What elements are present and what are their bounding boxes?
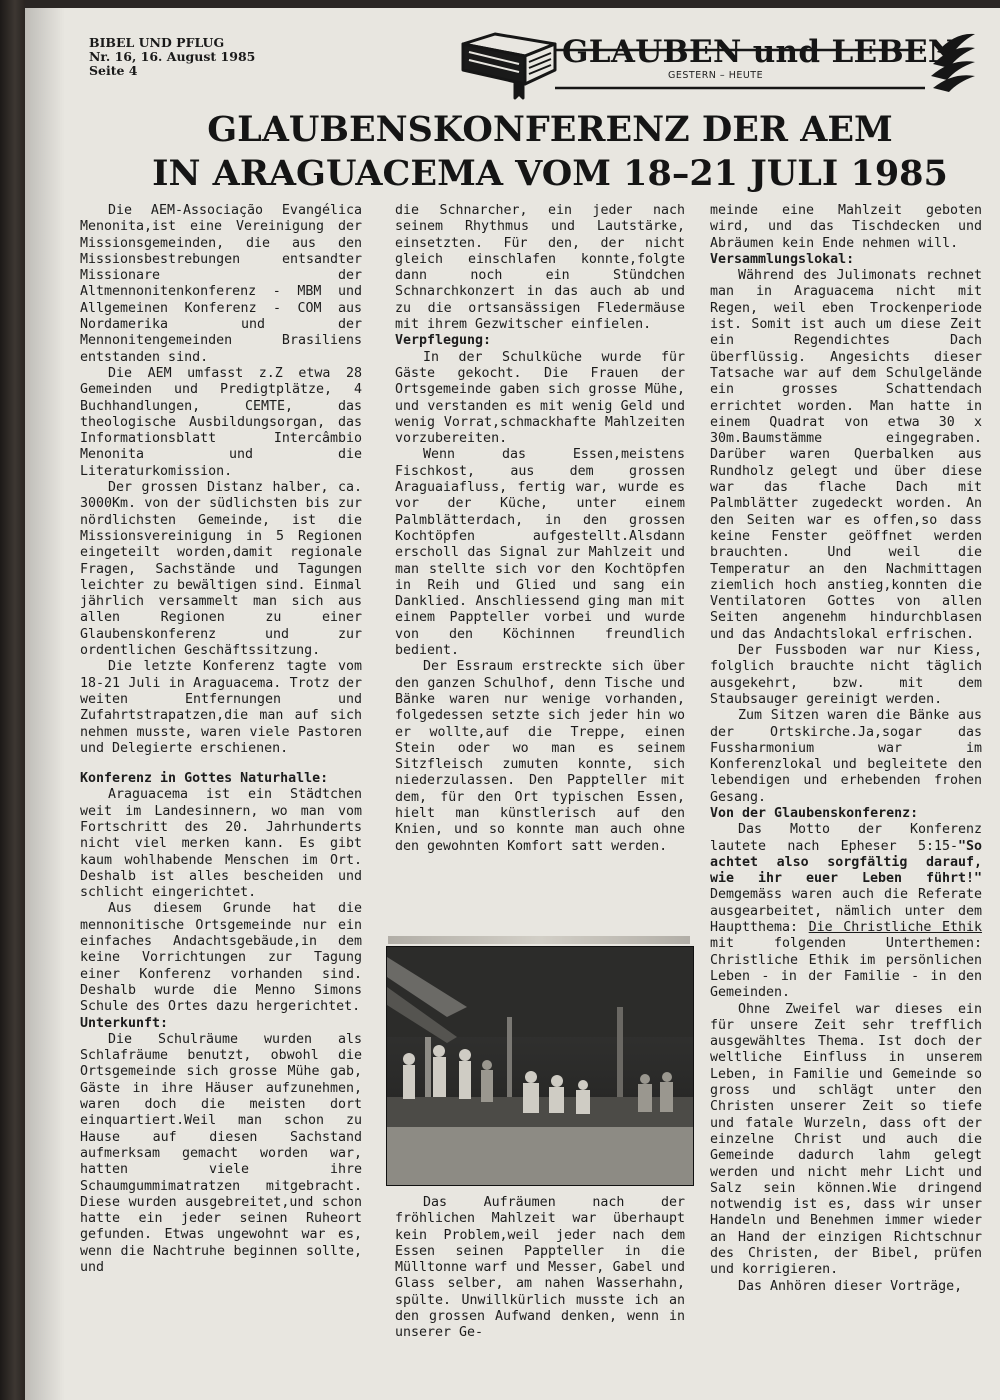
column-1	[80, 203, 362, 1276]
main-theme: Die Christliche Ethik	[808, 920, 982, 936]
paragraph: Wenn das Essen,meistens Fischkost, aus dem grossen Araguaiafluss, fertig war, wurde es vor der Küche, unter einem Palmblätterdach, in den grossen Kochtöpfen aufgestellt.Alsdann erscholl das Signal zur Mahlzeit und man stellte sich vor den Kochtöpfen in Reih und Glied und sang ein Danklied. Anschliessend ging man mit einem Pappteller vorbei und wurde von den Köchinnen freundlich bedient.	[395, 447, 685, 659]
motto-intro: Das Motto der Konferenz lautete nach Epheser 5:15-	[710, 822, 982, 854]
subheading: Verpflegung:	[395, 333, 492, 349]
motto-quote: "So achtet also sorgfältig darauf, wie ihr euer Leben führt!"	[710, 838, 982, 887]
subheading: Von der Glaubenskonferenz:	[710, 805, 919, 821]
paragraph: Die letzte Konferenz tagte vom 18-21 Juli in Araguacema. Trotz der weiten Entfernungen und Zufahrtstrapatzen,die man auf sich nehmen musste, waren viele Pastoren und Delegierte erschienen.	[80, 659, 362, 756]
section-subtitle: GESTERN – HEUTE	[668, 70, 764, 81]
column-2	[395, 203, 685, 855]
headline-line-1: GLAUBENSKONFERENZ DER AEM	[207, 109, 893, 150]
paragraph: Aus diesem Grunde hat die mennonitische Ortsgemeinde nur ein einfaches Andachtsgebäude,in dem keine Vorrichtungen zur Tagung einer Konferenz vorhanden sind. Deshalb wurde die Menno Simons Schule des Ortes dazu hergerichtet.	[80, 901, 362, 1015]
paragraph: Zum Sitzen waren die Bänke aus der Ortskirche.Ja,sogar das Fussharmonium war im Konferenzlokal und begleitete den lebendigen und erhebenden frohen Gesang.	[710, 708, 982, 805]
paragraph: Der grossen Distanz halber, ca. 3000Km. von der südlichsten bis zur nördlichsten Gemeinde, ist die Missionsvereinigung in 5 Regionen eingeteilt worden,damit regionale Fragen, Sachstände und Tagungen leichter zu bewältigen sind. Einmal jährlich versammelt man sich aus allen Regionen zu einer Glaubenskonferenz und zur ordentlichen Geschäftssitzung.	[80, 480, 362, 659]
photo-edge	[388, 936, 690, 944]
paragraph: In der Schulküche wurde für Gäste gekocht. Die Frauen der Ortsgemeinde gaben sich grosse Mühe, und verstanden es mit wenig Geld und wenig Vorrat,schmackhafte Mahlzeiten vorzubereiten.	[395, 349, 685, 447]
paragraph: Araguacema ist ein Städtchen weit im Landesinnern, wo man vom Fortschritt des 20. Jahrhunderts nicht viel merken kann. Es gibt kaum wohlhabende Menschen im Ort. Deshalb ist alles bescheiden und schlicht eingerichtet.	[80, 787, 362, 901]
paragraph: die Schnarcher, ein jeder nach seinem Rhythmus und Lautstärke, einsetzten. Für den, der nicht gleich einschlafen konnte,folgte dann noch ein Stündchen Schnarchkonzert in das auch ab und zu die ortsansässigen Fledermäuse mit ihrem Gezwitscher einfielen.	[395, 203, 685, 333]
paragraph: meinde eine Mahlzeit geboten wird, und das Tischdecken und Abräumen kein Ende nehmen will.	[710, 203, 982, 251]
column-2-continued	[395, 1195, 685, 1342]
paragraph: Die AEM umfasst z.Z etwa 28 Gemeinden und Predigtplätze, 4 Buchhandlungen, CEMTE, das theologische Ausbildungsorgan, das Informationsblatt Intercâmbio Menonita und die Literaturkomission.	[80, 365, 362, 479]
headline-line-2: IN ARAGUACEMA VOM 18–21 JULI 1985	[152, 153, 948, 194]
motto-text: Demgemäss waren auch die Referate ausgearbeitet, nämlich unter dem Hauptthema:	[710, 887, 982, 936]
issue-date: Nr. 16, 16. August 1985	[89, 49, 256, 64]
publication-info	[89, 36, 255, 78]
paragraph: Ohne Zweifel war dieses ein für unsere Zeit sehr trefflich ausgewähltes Thema. Ist doch der weltliche Einfluss in unserem Leben, in Familie und Gemeinde so gross und schlägt unter den Christen unserer Zeit so tiefe und fatale Wurzeln, dass oft der einzelne Christ und auch die Gemeinde dadurch lahm gelegt werden und nicht mehr Licht und Salz sein können.Wie dringend notwendig ist es, dass wir unser Handeln und Benehmen immer wieder an Hand der einzigen Richtschnur des Christen, der Bibel, prüfen und korrigieren.	[710, 1001, 982, 1278]
paragraph: Die Schulräume wurden als Schlafräume benutzt, obwohl die Ortsgemeinde sich grosse Mühe gab, Gäste in ihre Häuser aufzunehmen, waren doch die meisten dort einquartiert.Weil man schon zu Hause auf diesen Sachstand aufmerksam gemacht worden war, hatten viele ihre Schaumgummimatratzen mitgebracht. Diese wurden ausgebreitet,und schon hatte ein jeder seinen Ruheort gefunden. Etwas ungewohnt war es, wenn die Nachtruhe beginnen sollte, und	[80, 1031, 362, 1275]
paragraph: Der Essraum erstreckte sich über den ganzen Schulhof, denn Tische und Bänke waren nur wenige vorhanden, folgedessen setzte sich jeder hin wo er wollte,auf die Treppe, einen Stein oder wo man es seinem Sitzfleisch zumuten konnte, sich niederzulassen. Den Pappteller mit dem, für den Ort typischen Essen, hielt man künstlerisch auf den Knien, und so konnte man auch ohne den gewohnten Komfort satt werden.	[395, 659, 685, 854]
paragraph: Der Fussboden war nur Kiess, folglich brauchte nicht täglich ausgekehrt, bzw. mit dem Staubsauger gereinigt werden.	[710, 643, 982, 707]
column-3	[710, 203, 982, 1295]
page-number: Seite 4	[89, 63, 138, 78]
conference-photo	[386, 946, 694, 1186]
section-title: GLAUBEN und LEBEN	[562, 34, 957, 70]
article-headline	[120, 108, 980, 196]
bible-book-icon	[463, 34, 555, 98]
book-spine	[0, 0, 25, 1400]
publication-name: BIBEL UND PFLUG	[89, 35, 225, 50]
sub-themes: mit folgenden Unterthemen: Christliche Ethik im persönlichen Leben - in der Familie - in den Gemeinden.	[710, 936, 982, 1001]
page-shadow	[25, 8, 65, 1400]
paragraph: Während des Julimonats rechnet man in Araguacema nicht mit Regen, weil eben Trockenperiode ist. Somit ist auch um diese Zeit ein Regendichtes Dach überflüssig. Angesichts dieser Tatsache war auf dem Schulgelände ein grosses Schattendach errichtet worden. Man hatte in einem Quadrat von etwa 30 x 30m.Baumstämme eingegraben. Darüber waren Querbalken aus Rundholz gelegt und über diese war das flache Dach mit Palmblätter zugedeckt worden. An den Seiten war es offen,so dass keine Fenster geöffnet werden brauchten. Und weil die Temperatur an den Nachmittagen ziemlich hoch anstieg,konnten die Ventilatoren Gottes von allen Seiten angenehm hindurchblasen und das Andachtslokal erfrischen.	[710, 268, 982, 642]
subheading: Konferenz in Gottes Naturhalle:	[80, 771, 329, 787]
paragraph: Das Anhören dieser Vorträge,	[738, 1278, 963, 1294]
paragraph-motto	[710, 822, 982, 1001]
paragraph: Die AEM-Associação Evangélica Menonita,ist eine Vereinigung der Missionsgemeinden, die aus den Missionsbestrebungen entsandter Missionare der Altmennonitenkonferenz - MBM und Allgemeinen Konferenz - COM aus Nordamerika und der Mennonitengemeinden Brasiliens entstanden sind.	[80, 203, 362, 365]
subheading: Unterkunft:	[80, 1015, 169, 1031]
paragraph: Das Aufräumen nach der fröhlichen Mahlzeit war überhaupt kein Problem,weil jeder nach dem Essen seinen Pappteller in die Mülltonne warf und Messer, Gabel und Glass selber, am nahen Wasserhahn, spülte. Unwillkürlich musste ich an den grossen Aufwand denken, wenn in unserer Ge-	[395, 1195, 685, 1341]
subheading: Versammlungslokal:	[710, 251, 855, 267]
